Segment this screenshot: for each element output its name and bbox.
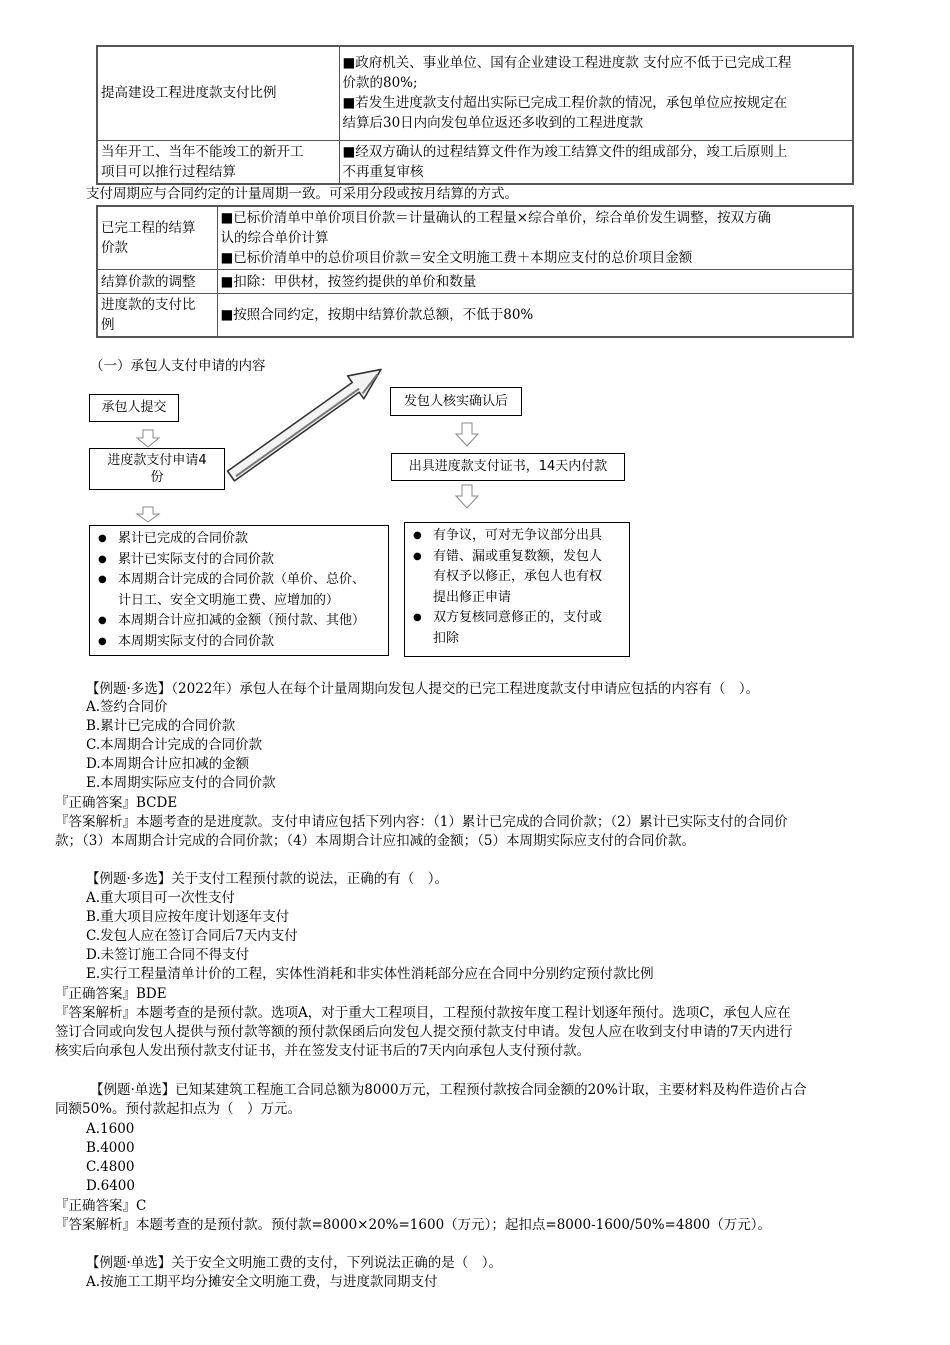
cell-line: 价款的80%;: [342, 75, 418, 92]
question-1-option: C.本周期合计完成的合同价款: [86, 737, 263, 753]
table-cell-label: 提高建设工程进度款支付比例: [97, 46, 339, 140]
question-3-stem: 【例题·单选】已知某建筑工程施工合同总额为8000万元，工程预付款按合同金额的20%计取，主要材料及构件造价占合: [90, 1082, 807, 1098]
question-2-analysis: 核实后向承包人发出预付款支付证书，并在签发支付证书后的7天内向承包人支付预付款。: [55, 1043, 591, 1059]
question-1-answer: 『正确答案』BCDE: [55, 795, 178, 811]
question-1-option: E.本周期实际应支付的合同价款: [86, 775, 276, 791]
question-2-option: A.重大项目可一次性支付: [86, 890, 236, 906]
question-3-option: B.4000: [86, 1140, 135, 1156]
cell-line: ■已标价清单中单价项目价款＝计量确认的工程量×综合单价，综合单价发生调整，按双方确: [220, 210, 772, 226]
box-label: 承包人提交: [101, 400, 167, 415]
box-label: 进度款支付申请4: [107, 453, 207, 468]
item-line: ● 本周期合计完成的合同价款（单价、总价、: [118, 572, 366, 587]
list-item: ● 本周期实际支付的合同价款: [90, 632, 388, 653]
list-item: ● 累计已完成的合同价款: [90, 529, 388, 550]
section-title: （一）承包人支付申请的内容: [90, 358, 266, 374]
item-line: ● 有错、漏或重复数额，发包人: [433, 548, 603, 564]
diagonal-arrow-icon: [223, 358, 389, 487]
payment-application-box: [89, 448, 225, 490]
question-2-option: D.未签订施工合同不得支付: [86, 947, 250, 963]
down-arrow-icon: [137, 507, 159, 522]
list-item: ● 累计已实际支付的合同价款: [90, 550, 388, 571]
list-item: ● 本周期合计应扣减的金额（预付款、其他）: [90, 611, 388, 632]
question-3-analysis: 『答案解析』本题考查的是预付款。预付款=8000×20%=1600（万元）；起扣点=8000-1600/50%=4800（万元）。: [55, 1217, 771, 1233]
cell-line: 认的综合单价计算: [220, 230, 329, 246]
cell-line: ■经双方确认的过程结算文件作为竣工结算文件的组成部分，竣工后原则上: [342, 143, 788, 160]
item-line: 扣除: [433, 630, 460, 646]
list-item: [405, 608, 629, 649]
question-1-analysis: 款；（3）本周期合计完成的合同价款；（4）本周期合计应扣减的金额；（5）本周期实际应支付的合同价款。: [55, 833, 696, 849]
item-line: 计日工、安全文明施工费、应增加的）: [118, 592, 340, 608]
table-cell-label: 结算价款的调整: [97, 270, 217, 294]
question-2-option: C.发包人应在签订合同后7天内支付: [86, 928, 298, 944]
question-1-option: D.本周期合计应扣减的金额: [86, 756, 250, 772]
cell-line: 例: [101, 317, 115, 333]
box-label: 份: [150, 470, 164, 485]
employer-confirm-box: [390, 387, 522, 416]
down-arrow-icon: [456, 423, 478, 446]
question-2-analysis: 『答案解析』本题考查的是预付款。选项A，对于重大工程项目，工程预付款按年度工程计划逐年预付。选项C，承包人应在: [55, 1005, 791, 1021]
question-3-option: C.4800: [86, 1159, 135, 1175]
cell-line: 不再重复审核: [342, 163, 424, 180]
certificate-notes-list: [404, 522, 630, 657]
box-label: 发包人核实确认后: [403, 394, 508, 409]
question-1-option: B.累计已完成的合同价款: [86, 718, 236, 734]
item-line: 提出修正申请: [433, 589, 512, 605]
question-2-analysis: 签订合同或向发包人提供与预付款等额的预付款保函后向发包人提交预付款支付申请。发包人应在收到支付申请的7天内进行: [55, 1024, 793, 1040]
question-3-option: D.6400: [86, 1178, 135, 1194]
question-1-analysis: 『答案解析』本题考查的是进度款。支付申请应包括下列内容：（1）累计已完成的合同价款；（2）累计已实际支付的合同价: [55, 814, 788, 830]
cell-line: ■若发生进度款支付超出实际已完成工程价款的情况，承包单位应按规定在: [342, 95, 788, 112]
item-line: 有权予以修正，承包人也有权: [433, 569, 603, 584]
question-3-option: A.1600: [86, 1121, 135, 1137]
question-3-stem: 同额50%。预付款起扣点为（ ）万元。: [55, 1101, 302, 1117]
cell-line: 已完工程的结算: [101, 220, 196, 236]
question-2-answer: 『正确答案』BDE: [55, 986, 167, 1002]
question-3-answer: 『正确答案』C: [55, 1198, 147, 1214]
cell-line: 价款: [101, 240, 128, 256]
question-4-option: A.按施工工期平均分摊安全文明施工费，与进度款同期支付: [86, 1274, 438, 1290]
table-cell-content: ■按照合同约定，按期中结算价款总额，不低于80%: [217, 294, 853, 338]
question-2-option: E.实行工程量清单计价的工程，实体性消耗和非实体性消耗部分应在合同中分别约定预付款比例: [86, 966, 654, 982]
contractor-submit-box: [89, 394, 179, 422]
question-2-option: B.重大项目应按年度计划逐年支付: [86, 909, 290, 925]
down-arrow-icon: [137, 430, 159, 447]
cell-line: ■已标价清单中的总价项目价款＝安全文明施工费＋本期应支付的总价项目金额: [220, 250, 693, 266]
list-item: [90, 570, 388, 611]
item-line: ● 有争议，可对无争议部分出具: [433, 528, 603, 543]
question-1-stem: 【例题·多选】（2022年）承包人在每个计量周期向发包人提交的已完工程进度款支付申请应包括的内容有（ ）。: [86, 681, 760, 697]
question-1-option: A.签约合同价: [86, 699, 168, 715]
cell-line: 结算后30日内向发包单位返还多收到的工程进度款: [342, 115, 644, 132]
payment-certificate-box: [391, 453, 625, 481]
item-line: ● 双方复核同意修正的，支付或: [433, 610, 603, 625]
list-item: [405, 547, 629, 609]
payment-cycle-note: 支付周期应与合同约定的计量周期一致。可采用分段或按月结算的方式。: [86, 186, 518, 202]
cell-line: ■政府机关、事业单位、国有企业建设工程进度款 支付应不低于已完成工程: [342, 55, 792, 72]
question-4-stem: 【例题·单选】关于安全文明施工费的支付，下列说法正确的是（ ）。: [86, 1255, 503, 1271]
box-label: 出具进度款支付证书，14天内付款: [408, 459, 608, 474]
cell-line: 当年开工、当年不能竣工的新开工: [101, 143, 304, 160]
down-arrow-icon: [456, 485, 478, 508]
cell-line: 项目可以推行过程结算: [101, 163, 236, 180]
application-contents-list: [89, 525, 389, 656]
table-cell-content: ■扣除：甲供材，按签约提供的单价和数量: [217, 270, 853, 294]
list-item: [405, 526, 629, 547]
cell-line: 进度款的支付比: [101, 297, 196, 313]
question-2-stem: 【例题·多选】关于支付工程预付款的说法，正确的有（ ）。: [86, 871, 449, 887]
